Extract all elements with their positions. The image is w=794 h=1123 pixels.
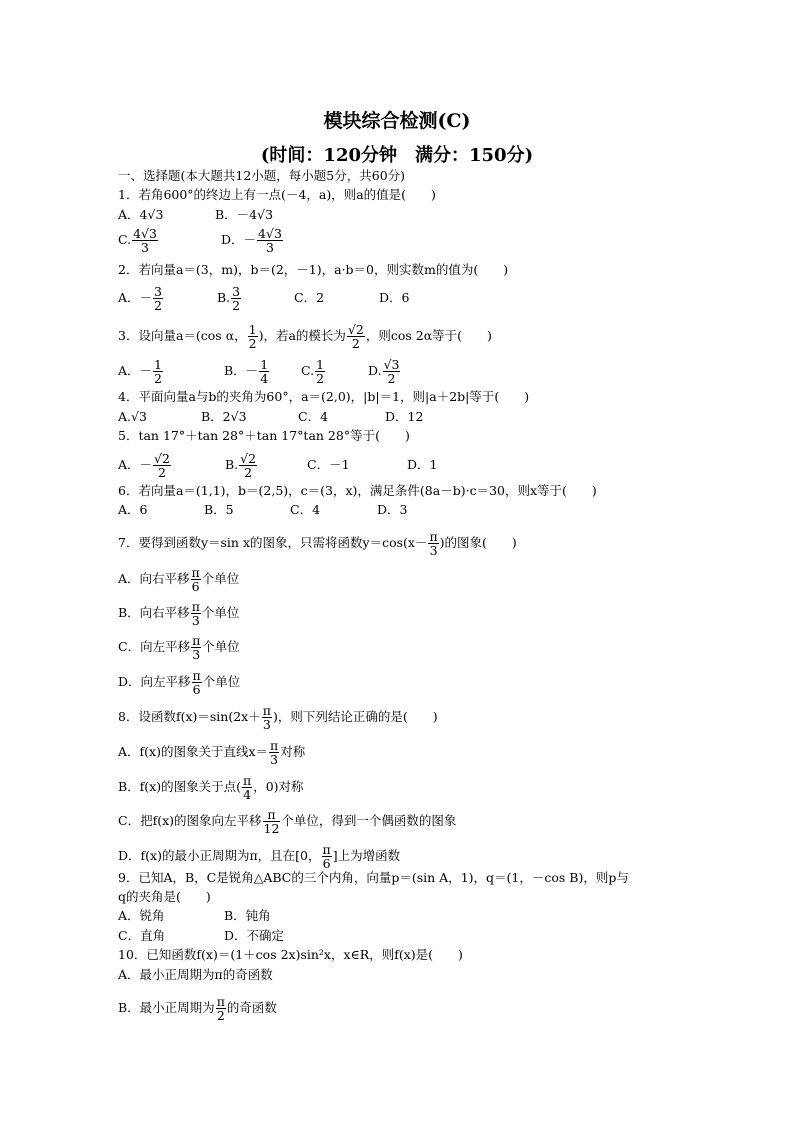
- q8-option-b: [118, 774, 304, 801]
- fraction-numerator: 3: [232, 284, 241, 299]
- fraction-numerator: 1: [260, 357, 269, 372]
- q7-stem-text: 7．要得到函数y＝sin x的图象，只需将函数y＝cos(x－: [118, 535, 428, 550]
- fraction-numerator: π: [192, 633, 201, 648]
- q4-option-c: C．4: [298, 409, 329, 424]
- fraction-denominator: 6: [192, 682, 201, 697]
- q1-option-c-prefix: C.: [118, 232, 132, 247]
- fraction-denominator: 3: [270, 752, 279, 767]
- q1-option-d-prefix: D．－: [221, 232, 257, 247]
- q2-option-d: D．6: [379, 290, 410, 305]
- q9-option-c: C．直角: [118, 928, 166, 943]
- option-text: ]上为增函数: [332, 848, 401, 863]
- q3-option-a-prefix: A．－: [118, 363, 153, 378]
- option-fraction: [242, 774, 252, 801]
- q6-stem: 6．若向量a＝(1,1)，b＝(2,5)，c＝(3，x)，满足条件(8a－b)·c＝30，则x等于( ): [118, 483, 597, 498]
- q3-stem-fraction-2: [347, 323, 365, 350]
- q9-options-cd: [118, 928, 284, 944]
- q3-stem-text: 3．设向量a＝(cos α，: [118, 328, 247, 343]
- q2-stem: 2．若向量a＝(3，m)，b＝(2，－1)，a·b＝0，则实数m的值为( ): [118, 262, 509, 277]
- option-fraction: [191, 566, 201, 593]
- option-text: B．向右平移: [118, 605, 190, 620]
- q2-option-c: C．2: [294, 290, 325, 305]
- option-fraction: [191, 600, 201, 627]
- fraction-numerator: 4√3: [133, 226, 157, 241]
- q6-option-b: B．5: [204, 502, 234, 517]
- q7-stem-text: )的图象( ): [439, 535, 517, 550]
- fraction-denominator: 2: [154, 298, 162, 313]
- fraction-numerator: 1: [248, 322, 257, 337]
- q5-option-d: D．1: [407, 457, 438, 472]
- q7-option-d: [118, 669, 240, 696]
- option-text: D．向左平移: [118, 674, 191, 689]
- q2-options: [118, 285, 409, 312]
- q8-stem-fraction: [262, 704, 272, 731]
- fraction-numerator: π: [429, 529, 438, 544]
- option-text: ，0)对称: [253, 779, 304, 794]
- fraction-denominator: 2: [248, 336, 257, 351]
- q7-stem-fraction: [428, 530, 438, 557]
- q6-option-c: C．4: [290, 502, 321, 517]
- fraction-denominator: 6: [191, 579, 200, 594]
- q2-option-b-prefix: B.: [217, 290, 231, 305]
- fraction-numerator: π: [322, 842, 331, 857]
- q3-stem-text: )，若a的模长为: [258, 328, 346, 343]
- q3-option-b-fraction: [259, 358, 269, 385]
- option-text: B．最小正周期为: [118, 1000, 215, 1015]
- q8-option-d: [118, 843, 400, 870]
- q2-option-a-fraction: [153, 285, 163, 312]
- option-text: 个单位: [201, 571, 240, 586]
- q3-option-c: [301, 358, 368, 385]
- q7-stem: [118, 530, 517, 557]
- page-title: 模块综合检测(C): [323, 110, 471, 132]
- q1-stem: 1．若角600°的终边上有一点(－4，a)，则a的值是( ): [118, 187, 436, 202]
- fraction-numerator: π: [192, 668, 201, 683]
- q4-option-d: D．12: [385, 409, 424, 424]
- q6-options: [118, 502, 407, 518]
- fraction-denominator: 3: [141, 240, 149, 255]
- fraction-denominator: 4: [260, 371, 269, 386]
- q3-option-b: [224, 358, 301, 385]
- q3-options: [118, 358, 401, 385]
- q3-option-d: [368, 358, 401, 385]
- fraction-denominator: 2: [244, 465, 253, 480]
- fraction-denominator: 2: [232, 298, 241, 313]
- q4-option-a: A.√3: [118, 409, 147, 424]
- q8-stem-text: 8．设函数f(x)＝sin(2x＋: [118, 709, 261, 724]
- fraction-numerator: π: [216, 994, 225, 1009]
- fraction-numerator: √3: [383, 357, 400, 372]
- option-fraction: [192, 669, 202, 696]
- fraction-denominator: 2: [351, 336, 360, 351]
- q3-stem: [118, 323, 492, 350]
- q2-option-a: [118, 285, 217, 312]
- fraction-numerator: 4√3: [258, 226, 282, 241]
- q10-stem: 10．已知函数f(x)＝(1＋cos 2x)sin²x，x∈R，则f(x)是( ): [118, 947, 463, 962]
- fraction-denominator: 2: [216, 1008, 225, 1023]
- q3-option-c-fraction: [315, 358, 325, 385]
- option-fraction: [263, 808, 281, 835]
- q1-option-b: B．－4√3: [215, 207, 274, 222]
- q3-stem-fraction: [248, 323, 258, 350]
- option-text: 对称: [280, 744, 306, 759]
- q5-option-a-fraction: [153, 452, 171, 479]
- q4-options: [118, 409, 423, 425]
- q3-option-c-prefix: C.: [301, 363, 315, 378]
- fraction-denominator: 2: [154, 371, 162, 386]
- q10-option-b: [118, 995, 277, 1022]
- q4-option-b: B．2√3: [201, 409, 247, 424]
- fraction-numerator: π: [191, 565, 200, 580]
- fraction-denominator: 12: [263, 821, 280, 836]
- fraction-denominator: 3: [191, 613, 200, 628]
- q9-stem-line1: 9．已知A，B，C是锐角△ABC的三个内角，向量p＝(sin A，1)，q＝(1，－cos B)，则p与: [118, 870, 629, 885]
- q1-option-d: [221, 227, 284, 254]
- q3-stem-text: ，则cos 2α等于( ): [365, 328, 492, 343]
- option-text: A．f(x)的图象关于直线x＝: [118, 744, 269, 759]
- fraction-denominator: 3: [192, 647, 201, 662]
- option-text: 的奇函数: [226, 1000, 277, 1015]
- q3-option-d-prefix: D.: [368, 363, 382, 378]
- q6-option-d: D．3: [377, 502, 408, 517]
- q7-option-c: [118, 634, 240, 661]
- q9-option-a: A．锐角: [118, 908, 165, 923]
- q5-option-b: [225, 452, 307, 479]
- q5-option-a: [118, 452, 225, 479]
- fraction-numerator: π: [191, 599, 200, 614]
- option-text: B．f(x)的图象关于点(: [118, 779, 241, 794]
- fraction-denominator: 2: [158, 465, 166, 480]
- page-subtitle: (时间：120分钟 满分：150分): [260, 145, 534, 166]
- q1-option-c: [118, 227, 221, 254]
- q10-option-a: A．最小正周期为π的奇函数: [118, 967, 273, 982]
- q9-option-b: B．钝角: [224, 908, 271, 923]
- fraction-numerator: 3: [154, 284, 162, 299]
- q1-options-cd: [118, 227, 284, 254]
- option-text: C．把f(x)的图象向左平移: [118, 813, 262, 828]
- option-text: D．f(x)的最小正周期为π，且在[0，: [118, 848, 321, 863]
- q8-stem-text: )，则下列结论正确的是( ): [272, 709, 438, 724]
- option-text: 个单位: [201, 605, 240, 620]
- fraction-denominator: 4: [243, 787, 252, 802]
- option-text: A．向右平移: [118, 571, 190, 586]
- option-text: C．向左平移: [118, 639, 191, 654]
- q5-option-a-prefix: A．－: [118, 457, 153, 472]
- q5-option-b-prefix: B.: [225, 457, 239, 472]
- q2-option-a-prefix: A．－: [118, 290, 153, 305]
- q6-option-a: A．6: [118, 502, 148, 517]
- option-text: 个单位: [202, 674, 241, 689]
- q9-option-d: D．不确定: [224, 928, 285, 943]
- option-text: 个单位: [202, 639, 240, 654]
- fraction-numerator: π: [270, 738, 279, 753]
- fraction-numerator: √2: [154, 451, 170, 466]
- q9-stem-line2: q的夹角是( ): [118, 889, 211, 904]
- fraction-numerator: π: [262, 703, 271, 718]
- q4-stem: 4．平面向量a与b的夹角为60°，a＝(2,0)，|b|＝1，则|a＋2b|等于( ): [118, 389, 530, 404]
- q5-option-c: C．－1: [307, 457, 350, 472]
- fraction-numerator: 1: [316, 357, 325, 372]
- option-text: 个单位，得到一个偶函数的图象: [281, 813, 457, 828]
- fraction-denominator: 3: [262, 717, 271, 732]
- option-fraction: [191, 634, 201, 661]
- q3-option-b-prefix: B．－: [224, 363, 259, 378]
- q7-option-b: [118, 600, 239, 627]
- q3-option-a: [118, 358, 224, 385]
- q3-option-d-fraction: [383, 358, 401, 385]
- fraction-denominator: 2: [387, 371, 396, 386]
- q5-options: [118, 452, 437, 479]
- fraction-numerator: π: [263, 808, 281, 822]
- fraction-numerator: √2: [240, 451, 257, 466]
- q2-option-b-fraction: [231, 285, 241, 312]
- option-fraction: [216, 995, 226, 1022]
- q5-option-b-fraction: [239, 452, 257, 479]
- fraction-denominator: 3: [429, 543, 438, 558]
- q1-option-a: A．4√3: [118, 207, 164, 222]
- q8-option-a: [118, 739, 305, 766]
- q2-option-b: [217, 285, 294, 312]
- q5-stem: 5．tan 17°＋tan 28°＋tan 17°tan 28°等于( ): [118, 428, 410, 443]
- q1-options-ab: [118, 207, 273, 223]
- q3-option-a-fraction: [153, 358, 163, 385]
- section-heading: 一、选择题(本大题共12小题，每小题5分，共60分): [118, 168, 406, 183]
- q8-option-c: [118, 808, 456, 835]
- fraction-denominator: 3: [265, 240, 274, 255]
- q7-option-a: [118, 566, 239, 593]
- q8-stem: [118, 704, 438, 731]
- fraction-denominator: 2: [316, 371, 325, 386]
- option-fraction: [269, 739, 279, 766]
- fraction-denominator: 6: [322, 856, 331, 871]
- fraction-numerator: 1: [154, 357, 162, 372]
- q1-option-c-fraction: [132, 227, 158, 254]
- option-fraction: [322, 843, 332, 870]
- q1-option-d-fraction: [257, 227, 283, 254]
- q9-options-ab: [118, 908, 271, 924]
- fraction-numerator: √2: [347, 322, 364, 337]
- fraction-numerator: π: [243, 773, 252, 788]
